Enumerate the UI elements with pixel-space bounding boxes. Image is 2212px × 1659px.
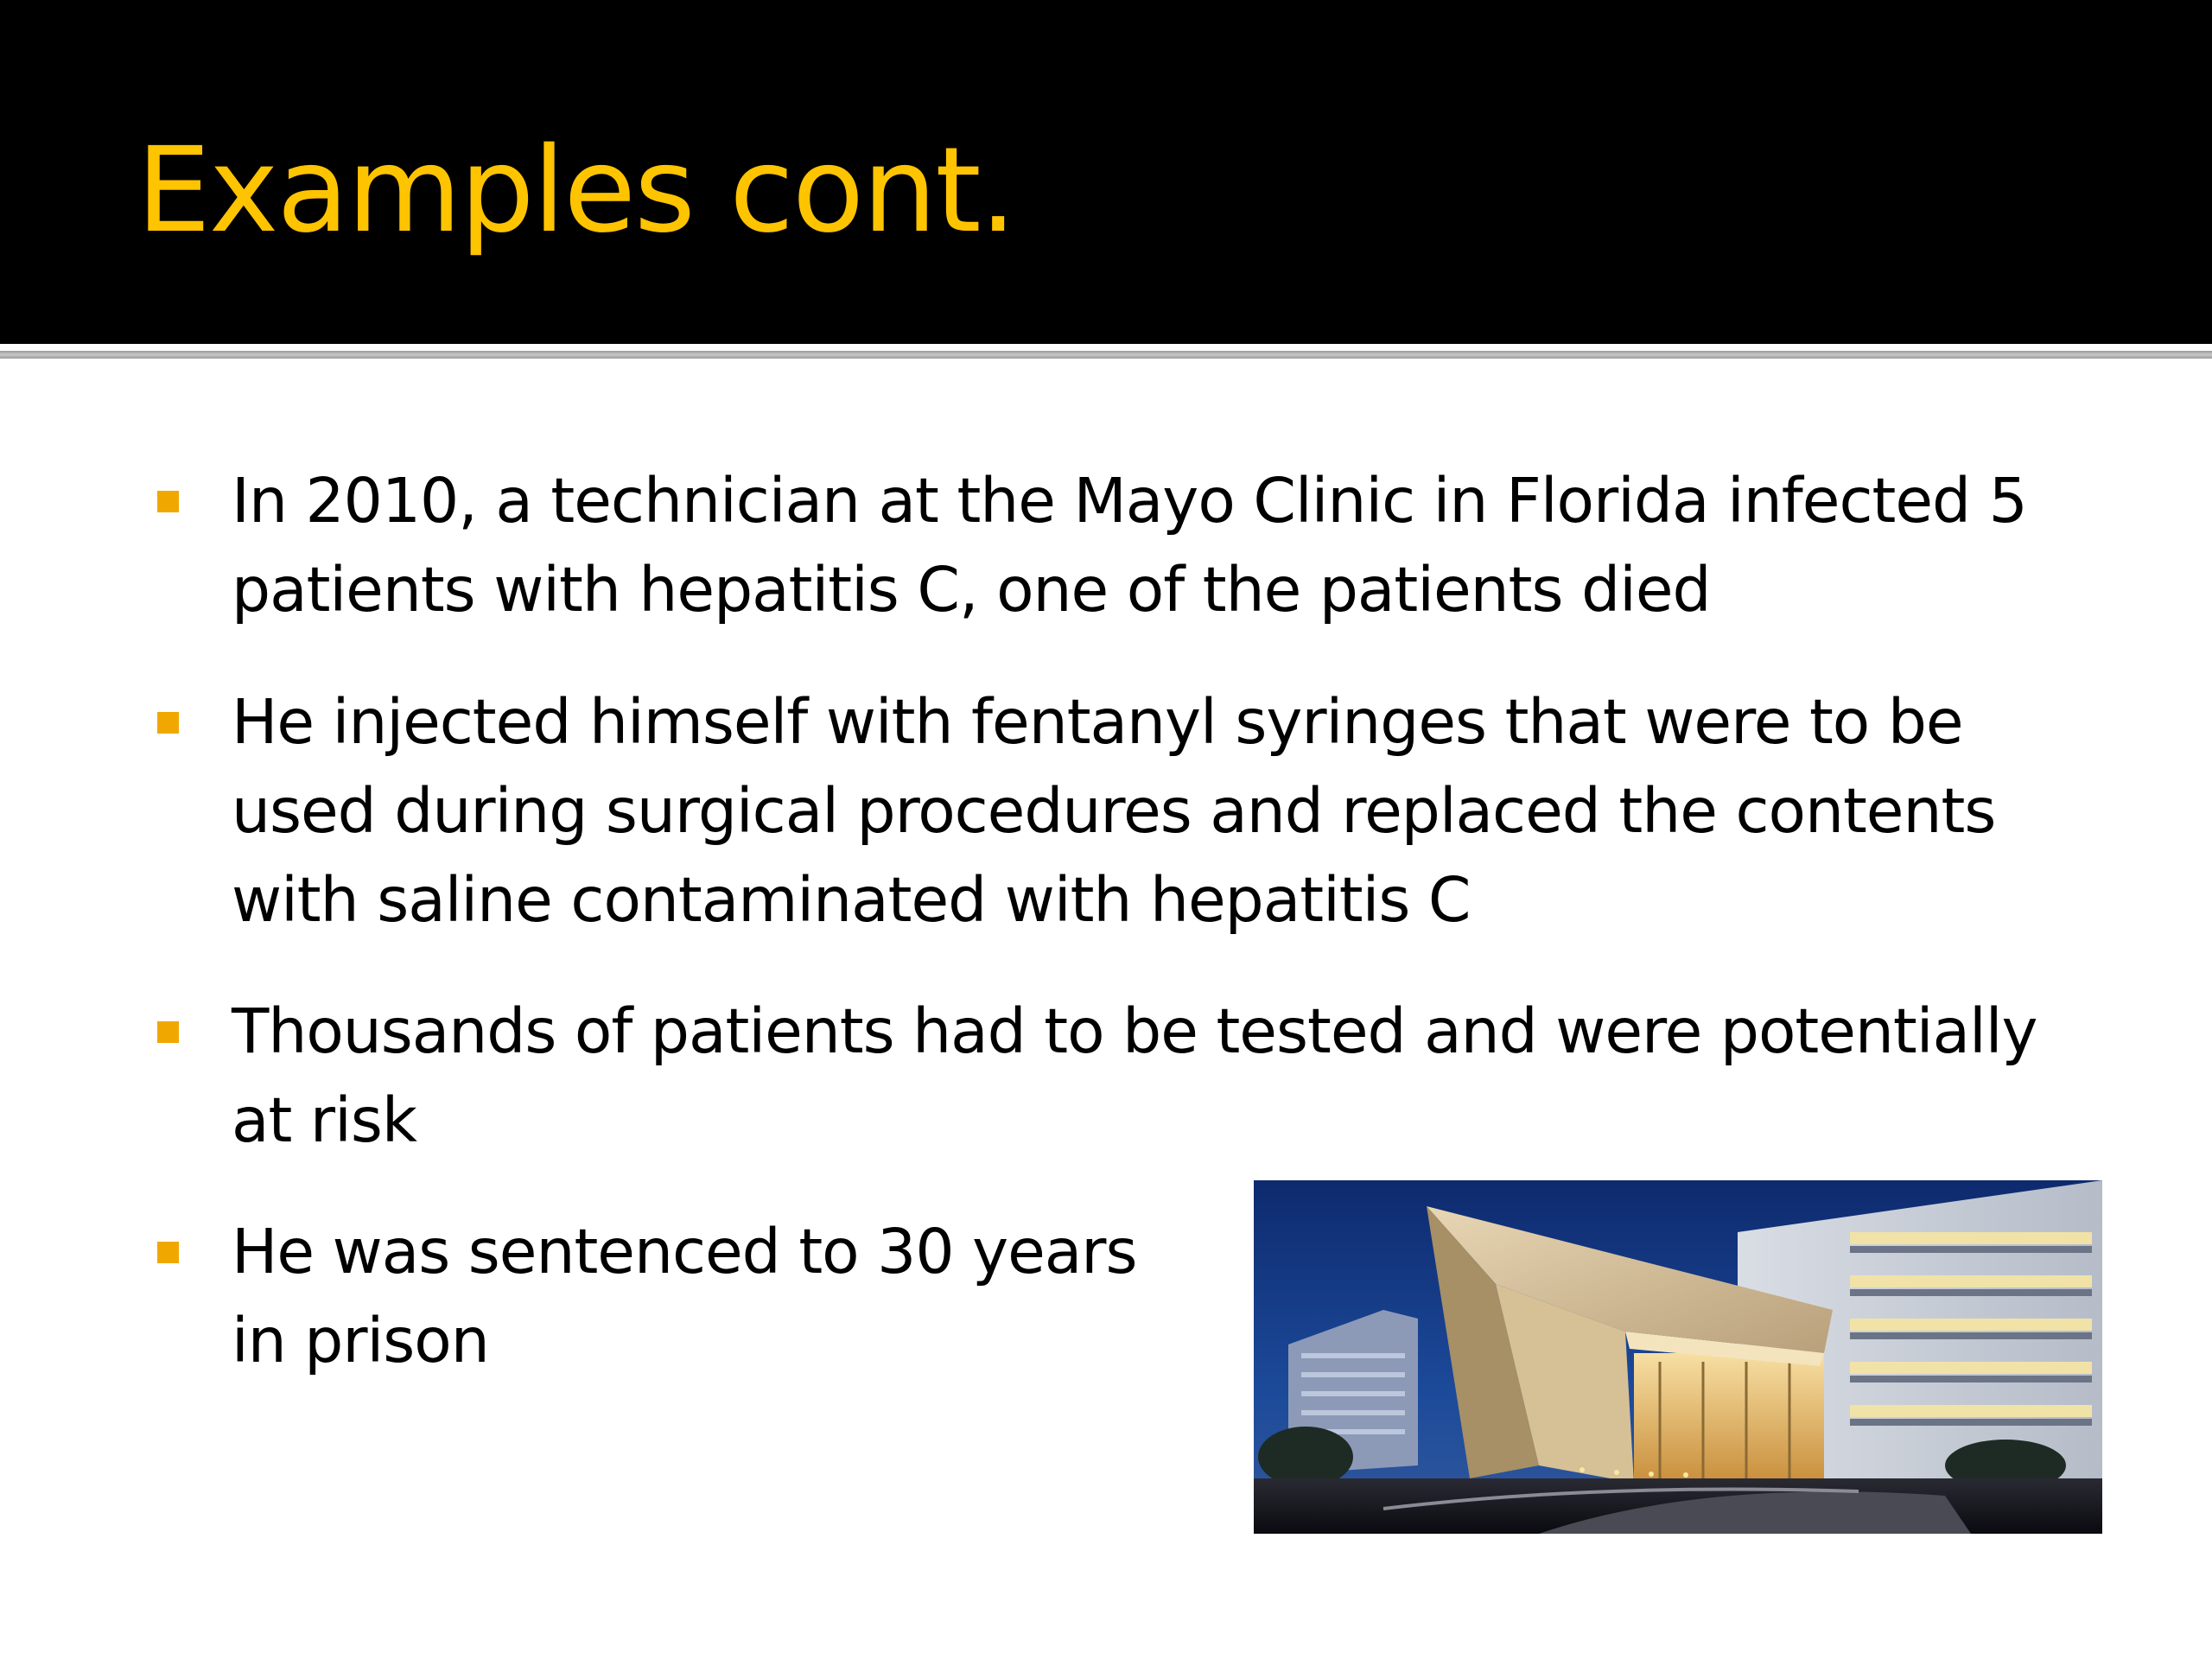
hospital-building-photo (1254, 1180, 2102, 1534)
slide-title: Examples cont. (137, 123, 1015, 259)
title-bar (0, 0, 2212, 344)
bullet-square-icon (157, 712, 179, 734)
bullet-square-icon (157, 491, 179, 512)
bullet-text: Thousands of patients had to be tested and were potentially at risk (232, 995, 2037, 1156)
bullet-square-icon (157, 1242, 179, 1263)
title-divider (0, 351, 2212, 359)
bullet-text: He was sentenced to 30 years in prison (232, 1216, 1137, 1376)
bullet-text: In 2010, a technician at the Mayo Clinic in Florida infected 5 patients with hepatitis C, one of the patients died (232, 465, 2027, 626)
bullet-square-icon (157, 1021, 179, 1043)
bullet-text: He injected himself with fentanyl syringes that were to be used during surgical procedures and replaced the contents with saline contaminated with hepatitis C (232, 686, 1996, 936)
